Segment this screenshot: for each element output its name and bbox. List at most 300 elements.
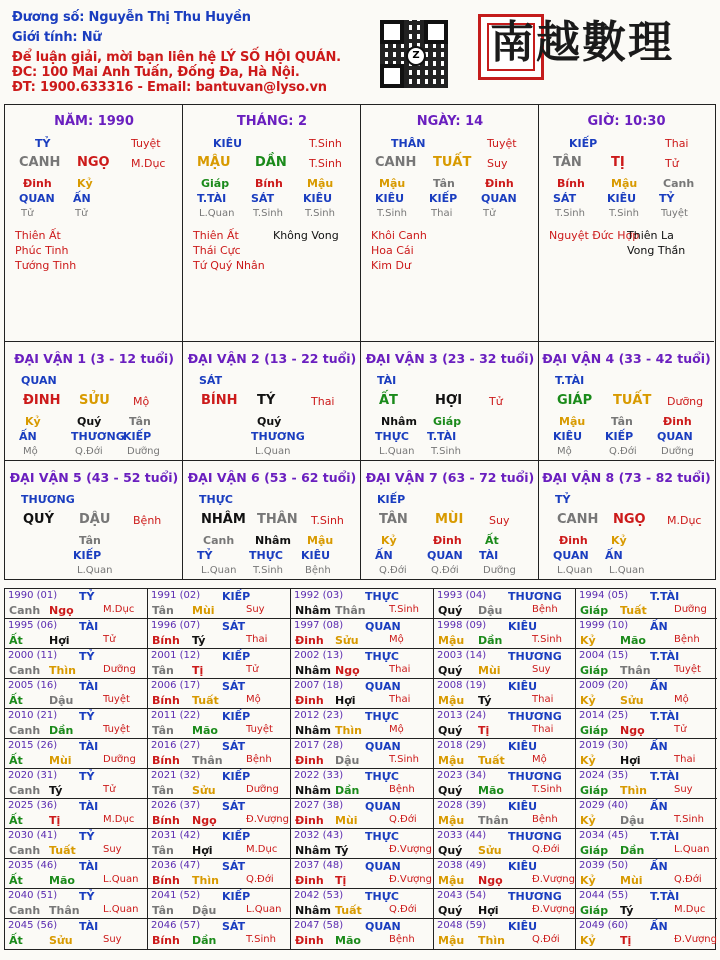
year-stage: Tử (103, 784, 116, 795)
year-stage: Suy (246, 604, 265, 615)
spirit-star: Tướng Tinh (15, 259, 77, 272)
year-star: ẤN (650, 740, 668, 753)
hidden-stem: Kỷ (77, 177, 93, 190)
year-stem: Đinh (295, 934, 324, 947)
year-stage: Mộ (674, 694, 689, 705)
luck-stem: NHÂM (201, 512, 246, 527)
luck-hidden-stem: Tân (79, 534, 101, 547)
luck-hidden-stage: L.Quan (609, 565, 645, 576)
year-stem: Bính (152, 634, 180, 647)
year-stem: Kỷ (580, 634, 596, 647)
year-stem: Tân (152, 724, 174, 737)
year-cell (291, 679, 434, 709)
hidden-stage: T.Sinh (555, 208, 585, 219)
year-stage: Suy (103, 934, 122, 945)
luck-stem: ẤT (379, 393, 398, 408)
year-label: 1991 (02) (151, 590, 201, 601)
year-label: 1992 (03) (294, 590, 344, 601)
year-branch: Tuất (49, 844, 76, 857)
year-cell (434, 829, 576, 859)
year-label: 2017 (28) (294, 740, 344, 751)
pillar-2 (361, 105, 539, 342)
year-stage: T.Sinh (246, 934, 276, 945)
year-stem: Đinh (295, 634, 324, 647)
year-stage: Thai (246, 634, 268, 645)
luck-title: ĐẠI VẬN 3 (23 - 32 tuổi) (365, 351, 535, 366)
year-stage: Tuyệt (246, 724, 273, 735)
year-stem: Tân (152, 784, 174, 797)
year-star: SÁT (222, 800, 246, 813)
chart-board (4, 104, 716, 580)
heavenly-stem: MẬU (197, 155, 231, 170)
year-branch: Hợi (335, 694, 356, 707)
year-star: TỶ (79, 710, 95, 723)
year-stage: Đ.Vượng (246, 814, 289, 825)
luck-stem: QUÝ (23, 512, 55, 527)
year-cell (148, 679, 291, 709)
hidden-stage: Thai (431, 208, 453, 219)
spirit-star: Phúc Tinh (15, 244, 69, 257)
year-label: 1994 (05) (579, 590, 629, 601)
year-label: 2039 (50) (579, 860, 629, 871)
year-label: 2019 (30) (579, 740, 629, 751)
hidden-star: KIẾP (429, 192, 458, 205)
year-stage: Tử (103, 634, 116, 645)
year-label: 1996 (07) (151, 620, 201, 631)
year-stage: Q.Đới (532, 844, 560, 855)
year-branch: Tị (49, 814, 61, 827)
luck-branch: TUẤT (613, 393, 652, 408)
year-cell (576, 739, 717, 769)
year-stage: Mộ (246, 694, 261, 705)
year-stem: Quý (438, 844, 463, 857)
year-stem: Quý (438, 904, 463, 917)
ten-god-star: KIẾP (569, 137, 598, 150)
ten-god-star: THÂN (391, 137, 426, 150)
year-star: KIẾP (222, 770, 251, 783)
luck-branch: THÂN (257, 512, 298, 527)
qr-center-mark: Z (406, 46, 426, 66)
year-stage: Thai (674, 754, 696, 765)
hidden-star: KIÊU (375, 192, 405, 205)
year-branch: Mùi (49, 754, 72, 767)
year-label: 2049 (60) (579, 920, 629, 931)
year-label: 2027 (38) (294, 800, 344, 811)
luck-hidden-stem: Kỷ (381, 534, 397, 547)
luck-hidden-star: KIẾP (123, 430, 152, 443)
hidden-star: T.TÀI (197, 192, 227, 205)
branch-stage: M.Dục (131, 157, 166, 170)
year-cell (291, 859, 434, 889)
year-branch: Thân (620, 664, 651, 677)
hidden-stem: Giáp (201, 177, 230, 190)
year-stage: Q.Đới (389, 814, 417, 825)
contact-intro: Để luận giải, mời bạn liên hệ LÝ SỐ HỘI QUÁN. (12, 50, 341, 65)
year-cell (148, 709, 291, 739)
luck-hidden-stage: Dưỡng (127, 446, 160, 457)
year-star: T.TÀI (650, 830, 680, 843)
year-label: 2007 (18) (294, 680, 344, 691)
year-label: 2026 (37) (151, 800, 201, 811)
luck-hidden-star: QUAN (427, 549, 463, 562)
year-stem: Bính (152, 874, 180, 887)
year-stem: Tân (152, 844, 174, 857)
luck-hidden-stage: Mộ (23, 446, 38, 457)
year-stem: Ất (9, 874, 23, 887)
year-stage: Tuyệt (103, 724, 130, 735)
year-stem: Bính (152, 694, 180, 707)
year-stage: Đ.Vượng (674, 934, 717, 945)
year-label: 2013 (24) (437, 710, 487, 721)
year-stem: Quý (438, 724, 463, 737)
year-stage: Thai (532, 724, 554, 735)
year-branch: Thìn (620, 784, 647, 797)
luck-star: QUAN (21, 374, 57, 387)
year-star: KIÊU (508, 800, 538, 813)
year-stem: Nhâm (295, 604, 331, 617)
year-star: ẤN (650, 680, 668, 693)
year-star: SÁT (222, 740, 246, 753)
year-stem: Quý (438, 664, 463, 677)
year-stage: L.Quan (246, 904, 282, 915)
luck-hidden-star: ẤN (605, 549, 623, 562)
year-branch: Dần (478, 634, 503, 647)
year-stem: Canh (9, 664, 41, 677)
year-stem: Kỷ (580, 694, 596, 707)
luck-branch: NGỌ (613, 512, 646, 527)
year-branch: Thìn (335, 724, 362, 737)
luck-hidden-star: KIẾP (73, 549, 102, 562)
year-label: 2018 (29) (437, 740, 487, 751)
hidden-stem: Bính (255, 177, 283, 190)
year-star: ẤN (650, 860, 668, 873)
year-label: 2016 (27) (151, 740, 201, 751)
luck-hidden-stage: Dưỡng (483, 565, 516, 576)
luck-hidden-stem: Đinh (433, 534, 462, 547)
year-star: THƯƠNG (508, 830, 562, 843)
spirit-star: Hoa Cái (371, 244, 414, 257)
year-star: KIẾP (222, 650, 251, 663)
year-label: 2029 (40) (579, 800, 629, 811)
year-star: QUAN (365, 620, 401, 633)
header (0, 0, 720, 100)
year-cell (5, 829, 148, 859)
year-label: 2031 (42) (151, 830, 201, 841)
year-label: 2014 (25) (579, 710, 629, 721)
luck-hidden-stage: L.Quan (557, 565, 593, 576)
year-label: 2030 (41) (8, 830, 58, 841)
year-cell (148, 919, 291, 949)
year-stage: Bệnh (674, 634, 700, 645)
year-star: TÀI (79, 800, 99, 813)
year-cell (576, 589, 717, 619)
year-label: 2033 (44) (437, 830, 487, 841)
year-label: 2042 (53) (294, 890, 344, 901)
year-cell (576, 919, 717, 949)
year-label: 2004 (15) (579, 650, 629, 661)
year-cell (5, 649, 148, 679)
year-cell (148, 649, 291, 679)
year-stem: Đinh (295, 874, 324, 887)
year-stage: Mộ (389, 634, 404, 645)
year-label: 2012 (23) (294, 710, 344, 721)
year-label: 2024 (35) (579, 770, 629, 781)
year-cell (576, 769, 717, 799)
year-cell (291, 739, 434, 769)
luck-hidden-stem: Tân (129, 415, 151, 428)
year-branch: Ngọ (478, 874, 503, 887)
year-branch: Dần (335, 784, 360, 797)
year-stem: Nhâm (295, 844, 331, 857)
year-cell (148, 799, 291, 829)
year-star: SÁT (222, 860, 246, 873)
year-branch: Sửu (335, 634, 359, 647)
luck-stem: CANH (557, 512, 599, 527)
year-star: ẤN (650, 800, 668, 813)
year-label: 2044 (55) (579, 890, 629, 901)
year-stage: Bệnh (246, 754, 272, 765)
life-stage: Tuyệt (487, 137, 517, 150)
pillar-1 (183, 105, 361, 342)
year-branch: Hợi (192, 844, 213, 857)
spirit-star: Tứ Quý Nhân (193, 259, 265, 272)
earthly-branch: TUẤT (433, 155, 472, 170)
year-label: 2011 (22) (151, 710, 201, 721)
qr-code (380, 20, 448, 88)
year-branch: Sửu (192, 784, 216, 797)
luck-hidden-stem: Ất (485, 534, 499, 547)
luck-hidden-stem: Quý (257, 415, 282, 428)
pillar-title: GIỜ: 10:30 (587, 114, 666, 129)
year-stem: Mậu (438, 634, 465, 647)
luck-hidden-stage: L.Quan (255, 446, 291, 457)
year-branch: Tý (335, 844, 349, 857)
year-cell (291, 769, 434, 799)
year-label: 1990 (01) (8, 590, 58, 601)
heavenly-stem: TÂN (553, 155, 582, 170)
year-branch: Sửu (49, 934, 73, 947)
year-star: T.TÀI (650, 710, 680, 723)
branch-stage: Suy (487, 157, 508, 170)
year-branch: Mão (620, 634, 646, 647)
luck-hidden-stage: L.Quan (201, 565, 237, 576)
year-label: 2038 (49) (437, 860, 487, 871)
spirit-star: Nguyệt Đức Hợp (549, 229, 640, 242)
year-stem: Kỷ (580, 934, 596, 947)
year-branch: Thìn (192, 874, 219, 887)
year-stem: Quý (438, 604, 463, 617)
year-stage: Mộ (532, 754, 547, 765)
life-stage: Tuyệt (131, 137, 161, 150)
year-cell (291, 829, 434, 859)
luck-branch: MÙI (435, 512, 464, 527)
luck-stage: T.Sinh (311, 514, 344, 527)
year-stage: Đ.Vượng (389, 874, 432, 885)
year-stem: Ất (9, 754, 23, 767)
luck-hidden-stage: Q.Đới (75, 446, 103, 457)
year-stage: M.Dục (103, 604, 135, 615)
year-stem: Canh (9, 724, 41, 737)
luck-hidden-stem: Mậu (559, 415, 586, 428)
year-stem: Giáp (580, 724, 609, 737)
year-star: KIẾP (222, 830, 251, 843)
year-branch: Tuất (478, 754, 505, 767)
year-stage: Suy (532, 664, 551, 675)
luck-title: ĐẠI VẬN 8 (73 - 82 tuổi) (542, 470, 711, 485)
year-star: TÀI (79, 740, 99, 753)
luck-stem: BÍNH (201, 393, 238, 408)
year-stem: Bính (152, 934, 180, 947)
year-cell (5, 739, 148, 769)
heavenly-stem: CANH (375, 155, 417, 170)
hidden-stem: Đinh (485, 177, 514, 190)
year-star: TÀI (79, 860, 99, 873)
hidden-star: QUAN (481, 192, 517, 205)
luck-hidden-star: KIẾP (605, 430, 634, 443)
year-cell (434, 859, 576, 889)
year-stem: Mậu (438, 694, 465, 707)
year-stem: Canh (9, 904, 41, 917)
year-branch: Tị (335, 874, 347, 887)
year-star: T.TÀI (650, 650, 680, 663)
year-stage: Đ.Vượng (532, 874, 575, 885)
luck-stage: Bệnh (133, 514, 162, 527)
year-branch: Hợi (49, 634, 70, 647)
luck-title: ĐẠI VẬN 7 (63 - 72 tuổi) (365, 470, 535, 485)
year-stage: Mộ (389, 724, 404, 735)
year-stage: Tử (674, 724, 687, 735)
year-branch: Dậu (49, 694, 74, 707)
logo-text: 南越數理 (490, 17, 674, 68)
year-star: THƯƠNG (508, 590, 562, 603)
year-star: T.TÀI (650, 590, 680, 603)
year-cell (148, 769, 291, 799)
year-stem: Nhâm (295, 664, 331, 677)
year-cell (576, 859, 717, 889)
year-cell (148, 589, 291, 619)
life-stage: T.Sinh (309, 137, 342, 150)
year-branch: Dậu (478, 604, 503, 617)
year-label: 2032 (43) (294, 830, 344, 841)
year-branch: Mão (478, 784, 504, 797)
year-stage: M.Dục (674, 904, 706, 915)
luck-hidden-star: THƯƠNG (251, 430, 305, 443)
hidden-star: TỶ (659, 192, 675, 205)
year-star: THƯƠNG (508, 710, 562, 723)
year-label: 2010 (21) (8, 710, 58, 721)
year-stage: Tuyệt (674, 664, 701, 675)
luck-hidden-stem: Nhâm (255, 534, 291, 547)
luck-hidden-star: THƯƠNG (71, 430, 125, 443)
hidden-stem: Tân (433, 177, 455, 190)
luck-hidden-stem: Đinh (559, 534, 588, 547)
luck-hidden-stage: L.Quan (77, 565, 113, 576)
year-branch: Dậu (335, 754, 360, 767)
year-star: QUAN (365, 680, 401, 693)
year-cell (291, 619, 434, 649)
year-stem: Kỷ (580, 754, 596, 767)
year-stem: Giáp (580, 604, 609, 617)
year-cell (148, 889, 291, 919)
year-star: T.TÀI (650, 890, 680, 903)
year-stem: Đinh (295, 694, 324, 707)
hidden-stage: T.Sinh (305, 208, 335, 219)
year-star: SÁT (222, 920, 246, 933)
luck-hidden-stem: Mậu (307, 534, 334, 547)
year-branch: Thân (49, 904, 80, 917)
year-cell (5, 889, 148, 919)
year-stem: Ất (9, 694, 23, 707)
year-cell (576, 889, 717, 919)
year-stage: M.Dục (246, 844, 278, 855)
year-label: 1993 (04) (437, 590, 487, 601)
year-stem: Quý (438, 784, 463, 797)
luck-star: TỶ (555, 493, 571, 506)
luck-stage: M.Dục (667, 514, 702, 527)
year-label: 2023 (34) (437, 770, 487, 781)
owner-name: Đương số: Nguyễn Thị Thu Huyền (12, 10, 251, 25)
earthly-branch: NGỌ (77, 155, 110, 170)
luck-hidden-stage: Bệnh (305, 565, 331, 576)
year-branch: Thìn (478, 934, 505, 947)
year-branch: Thân (335, 604, 366, 617)
luck-title: ĐẠI VẬN 4 (33 - 42 tuổi) (542, 351, 711, 366)
year-star: THỰC (365, 830, 399, 843)
year-star: TỶ (79, 830, 95, 843)
year-star: KIẾP (222, 890, 251, 903)
year-label: 1999 (10) (579, 620, 629, 631)
year-cell (291, 919, 434, 949)
year-cell (291, 709, 434, 739)
hidden-stem: Mậu (379, 177, 406, 190)
year-branch: Mùi (335, 814, 358, 827)
year-branch: Hợi (478, 904, 499, 917)
year-stage: Bệnh (532, 604, 558, 615)
year-stem: Canh (9, 844, 41, 857)
year-cell (291, 799, 434, 829)
luck-hidden-stage: Q.Đới (431, 565, 459, 576)
year-stage: T.Sinh (532, 784, 562, 795)
year-branch: Dần (192, 934, 217, 947)
luck-branch: DẬU (79, 512, 111, 527)
hidden-stage: T.Sinh (377, 208, 407, 219)
year-star: SÁT (222, 620, 246, 633)
year-cell (434, 679, 576, 709)
luck-title: ĐẠI VẬN 5 (43 - 52 tuổi) (9, 470, 179, 485)
year-star: KIÊU (508, 680, 538, 693)
year-label: 2048 (59) (437, 920, 487, 931)
year-label: 2040 (51) (8, 890, 58, 901)
year-branch: Tuất (620, 604, 647, 617)
pillar-title: NGÀY: 14 (416, 114, 484, 129)
branch-stage: T.Sinh (309, 157, 342, 170)
year-stage: Tử (246, 664, 259, 675)
year-star: TÀI (79, 920, 99, 933)
year-star: THƯƠNG (508, 650, 562, 663)
year-stem: Đinh (295, 754, 324, 767)
year-stem: Mậu (438, 874, 465, 887)
year-cell (291, 889, 434, 919)
earthly-branch: DẦN (255, 155, 287, 170)
year-cell (5, 589, 148, 619)
year-star: ẤN (650, 620, 668, 633)
hidden-stage: T.Sinh (253, 208, 283, 219)
year-branch: Tý (49, 784, 63, 797)
year-stage: L.Quan (103, 874, 139, 885)
luck-stage: Mộ (133, 395, 150, 408)
year-stage: Q.Đới (389, 904, 417, 915)
year-cell (291, 589, 434, 619)
